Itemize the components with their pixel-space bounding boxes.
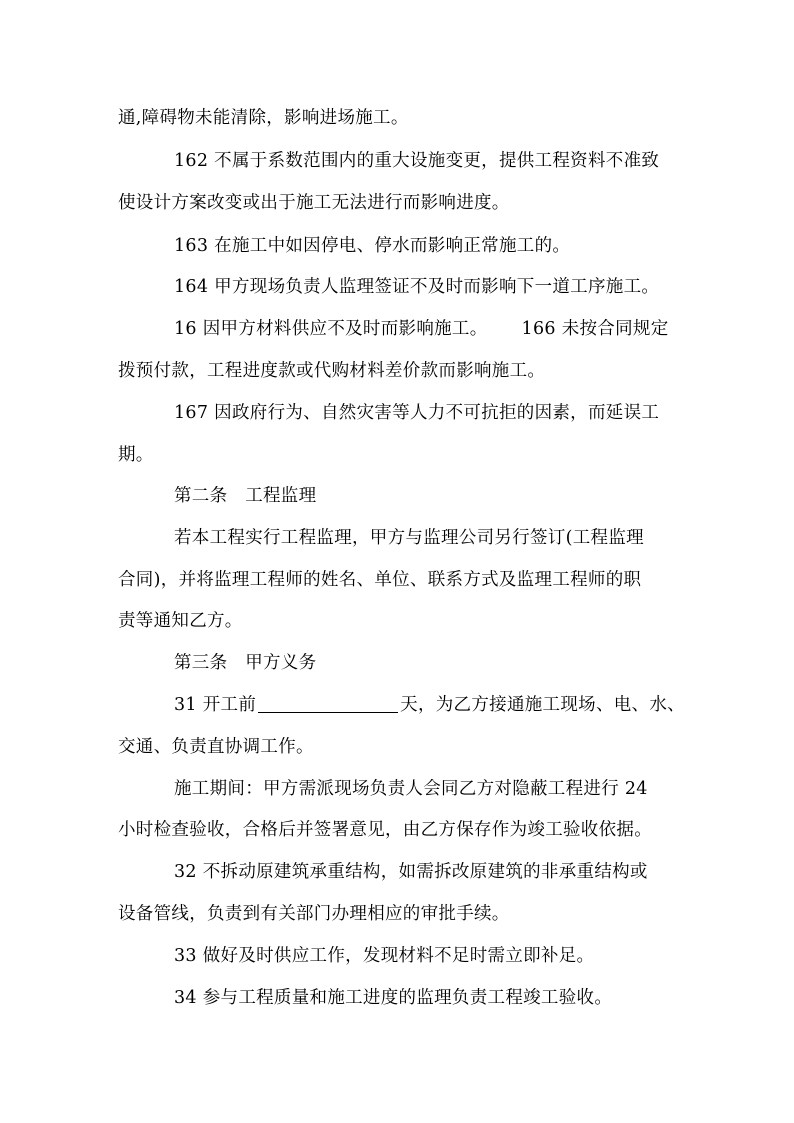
text-line: 167 因政府行为、自然灾害等人力不可抗拒的因素，而延误工	[174, 403, 660, 423]
text-line: 使设计方案改变或出于施工无法进行而影响进度。	[118, 193, 510, 213]
text-line: 责等通知乙方。	[118, 611, 243, 631]
text-line: 交通、负责直协调工作。	[118, 737, 314, 757]
text-line: 设备管线，负责到有关部门办理相应的审批手续。	[118, 904, 510, 924]
text-line-blank	[174, 690, 685, 720]
text-line: 小时检查验收，合格后并签署意见，由乙方保存作为竣工验收依据。	[118, 820, 652, 840]
text-line: 164 甲方现场负责人监理签证不及时而影响下一道工序施工。	[174, 277, 660, 297]
text-line: 162 不属于系数范围内的重大设施变更，提供工程资料不准致	[174, 151, 660, 171]
text-line: 163 在施工中如因停电、停水而影响正常施工的。	[174, 236, 571, 256]
text-line: 通,障碍物未能清除，影响进场施工。	[118, 108, 409, 128]
text-line: 合同)，并将监理工程师的姓名、单位、联系方式及监理工程师的职	[118, 570, 642, 590]
clause-text: 166 未按合同规定	[521, 319, 669, 339]
clause-text: 天，为乙方接通施工现场、电、水、	[400, 695, 685, 715]
section-heading: 第二条 工程监理	[174, 486, 317, 506]
fill-in-blank	[258, 694, 398, 713]
text-line: 期。	[118, 445, 154, 465]
text-line: 33 做好及时供应工作，发现材料不足时需立即补足。	[174, 946, 595, 966]
text-line-split	[174, 314, 669, 344]
text-line: 施工期间：甲方需派现场负责人会同乙方对隐蔽工程进行 24	[174, 779, 648, 799]
text-line: 若本工程实行工程监理，甲方与监理公司另行签订(工程监理	[174, 528, 644, 548]
text-line: 34 参与工程质量和施工进度的监理负责工程竣工验收。	[174, 988, 613, 1008]
text-line: 32 不拆动原建筑承重结构，如需拆改原建筑的非承重结构或	[174, 862, 648, 882]
text-line: 拨预付款，工程进度款或代购材料差价款而影响施工。	[118, 361, 546, 381]
clause-text: 31 开工前	[174, 695, 257, 715]
section-heading: 第三条 甲方义务	[174, 653, 317, 673]
clause-text: 16 因甲方材料供应不及时而影响施工。	[174, 319, 488, 339]
